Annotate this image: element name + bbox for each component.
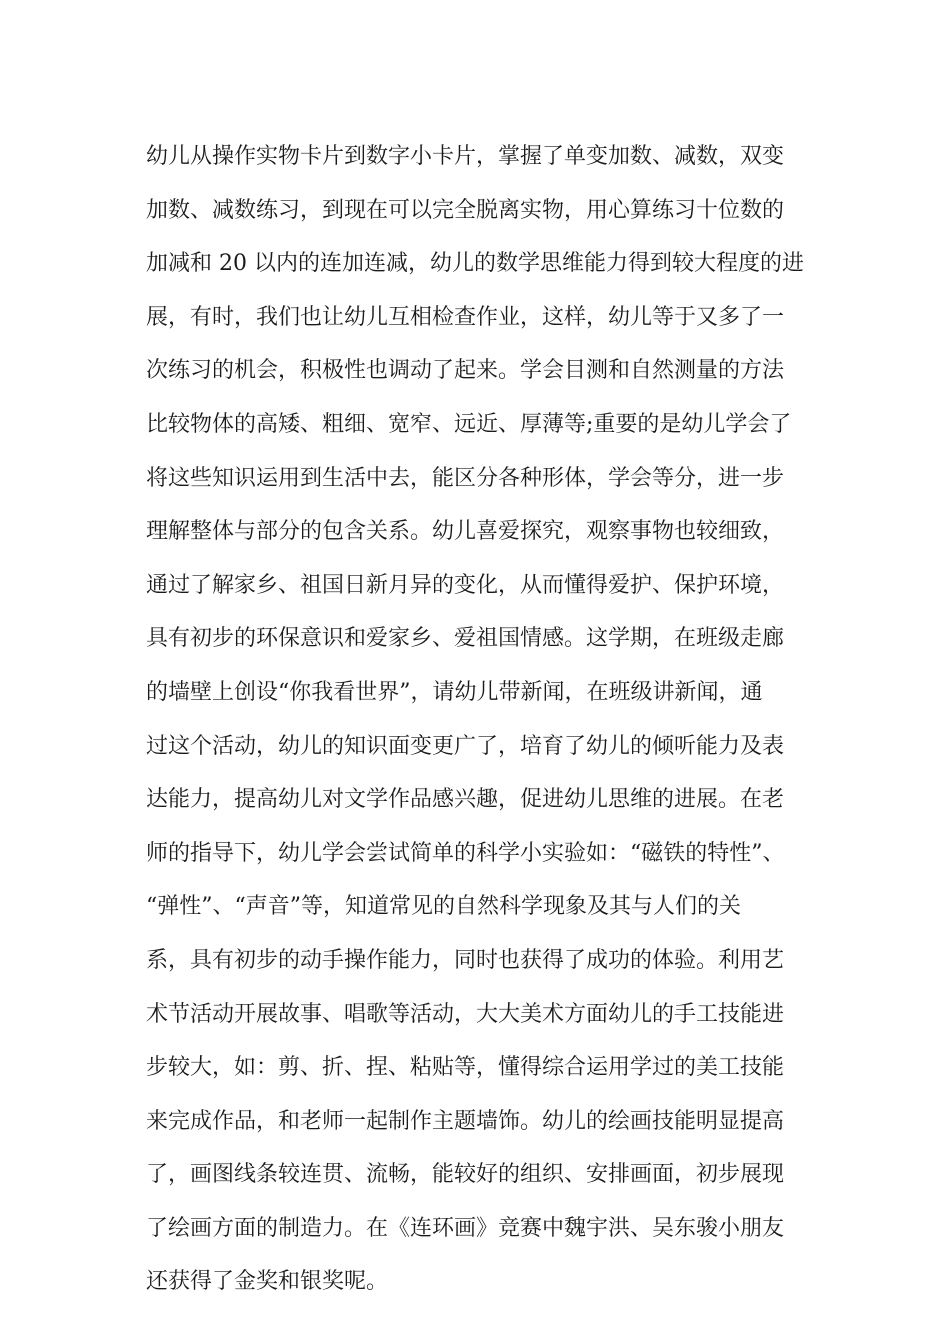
text-line: 次练习的机会，积极性也调动了起来。学会目测和自然测量的方法 <box>146 358 785 384</box>
text-line: 理解整体与部分的包含关系。幼儿喜爱探究，观察事物也较细致， <box>146 519 785 545</box>
text-line: 了，画图线条较连贯、流畅，能较好的组织、安排画面，初步展现 <box>146 1162 785 1188</box>
body-paragraph <box>146 130 816 1309</box>
text-line: 师的指导下，幼儿学会尝试简单的科学小实验如：“磁铁的特性”、 <box>146 840 785 866</box>
text-line: 术节活动开展故事、唱歌等活动，大大美术方面幼儿的手工技能进 <box>146 1001 785 1027</box>
text-line: 通过了解家乡、祖国日新月异的变化，从而懂得爱护、保护环境， <box>146 572 785 598</box>
text-line: 的墙壁上创设“你我看世界”，请幼儿带新闻，在班级讲新闻，通 <box>146 679 763 705</box>
text-line: 加数、减数练习，到现在可以完全脱离实物，用心算练习十位数的 <box>146 197 785 223</box>
text-line: 了绘画方面的制造力。在《连环画》竞赛中魏宇洪、吴东骏小朋友 <box>146 1215 785 1241</box>
text-line: 展，有时，我们也让幼儿互相检查作业，这样，幼儿等于又多了一 <box>146 304 785 330</box>
text-line: 幼儿从操作实物卡片到数字小卡片，掌握了单变加数、减数，双变 <box>146 144 785 169</box>
text-line: 还获得了金奖和银奖呢。 <box>146 1269 389 1295</box>
text-line: 将这些知识运用到生活中去，能区分各种形体，学会等分，进一步 <box>146 465 785 491</box>
text-line: 加减和 20 以内的连加连减，幼儿的数学思维能力得到较大程度的进 <box>146 251 804 277</box>
text-line: 来完成作品，和老师一起制作主题墙饰。幼儿的绘画技能明显提高 <box>146 1108 785 1134</box>
text-line: 达能力，提高幼儿对文学作品感兴趣，促进幼儿思维的进展。在老 <box>146 787 785 813</box>
text-line: 步较大，如：剪、折、捏、粘贴等，懂得综合运用学过的美工技能 <box>146 1055 785 1081</box>
text-line: 过这个活动，幼儿的知识面变更广了，培育了幼儿的倾听能力及表 <box>146 733 785 759</box>
text-line: 系，具有初步的动手操作能力，同时也获得了成功的体验。利用艺 <box>146 947 785 973</box>
text-line: 比较物体的高矮、粗细、宽窄、远近、厚薄等;重要的是幼儿学会了 <box>146 411 792 437</box>
text-line: 具有初步的环保意识和爱家乡、爱祖国情感。这学期，在班级走廊 <box>146 626 785 652</box>
text-line: “弹性”、“声音”等，知道常见的自然科学现象及其与人们的关 <box>146 894 741 920</box>
